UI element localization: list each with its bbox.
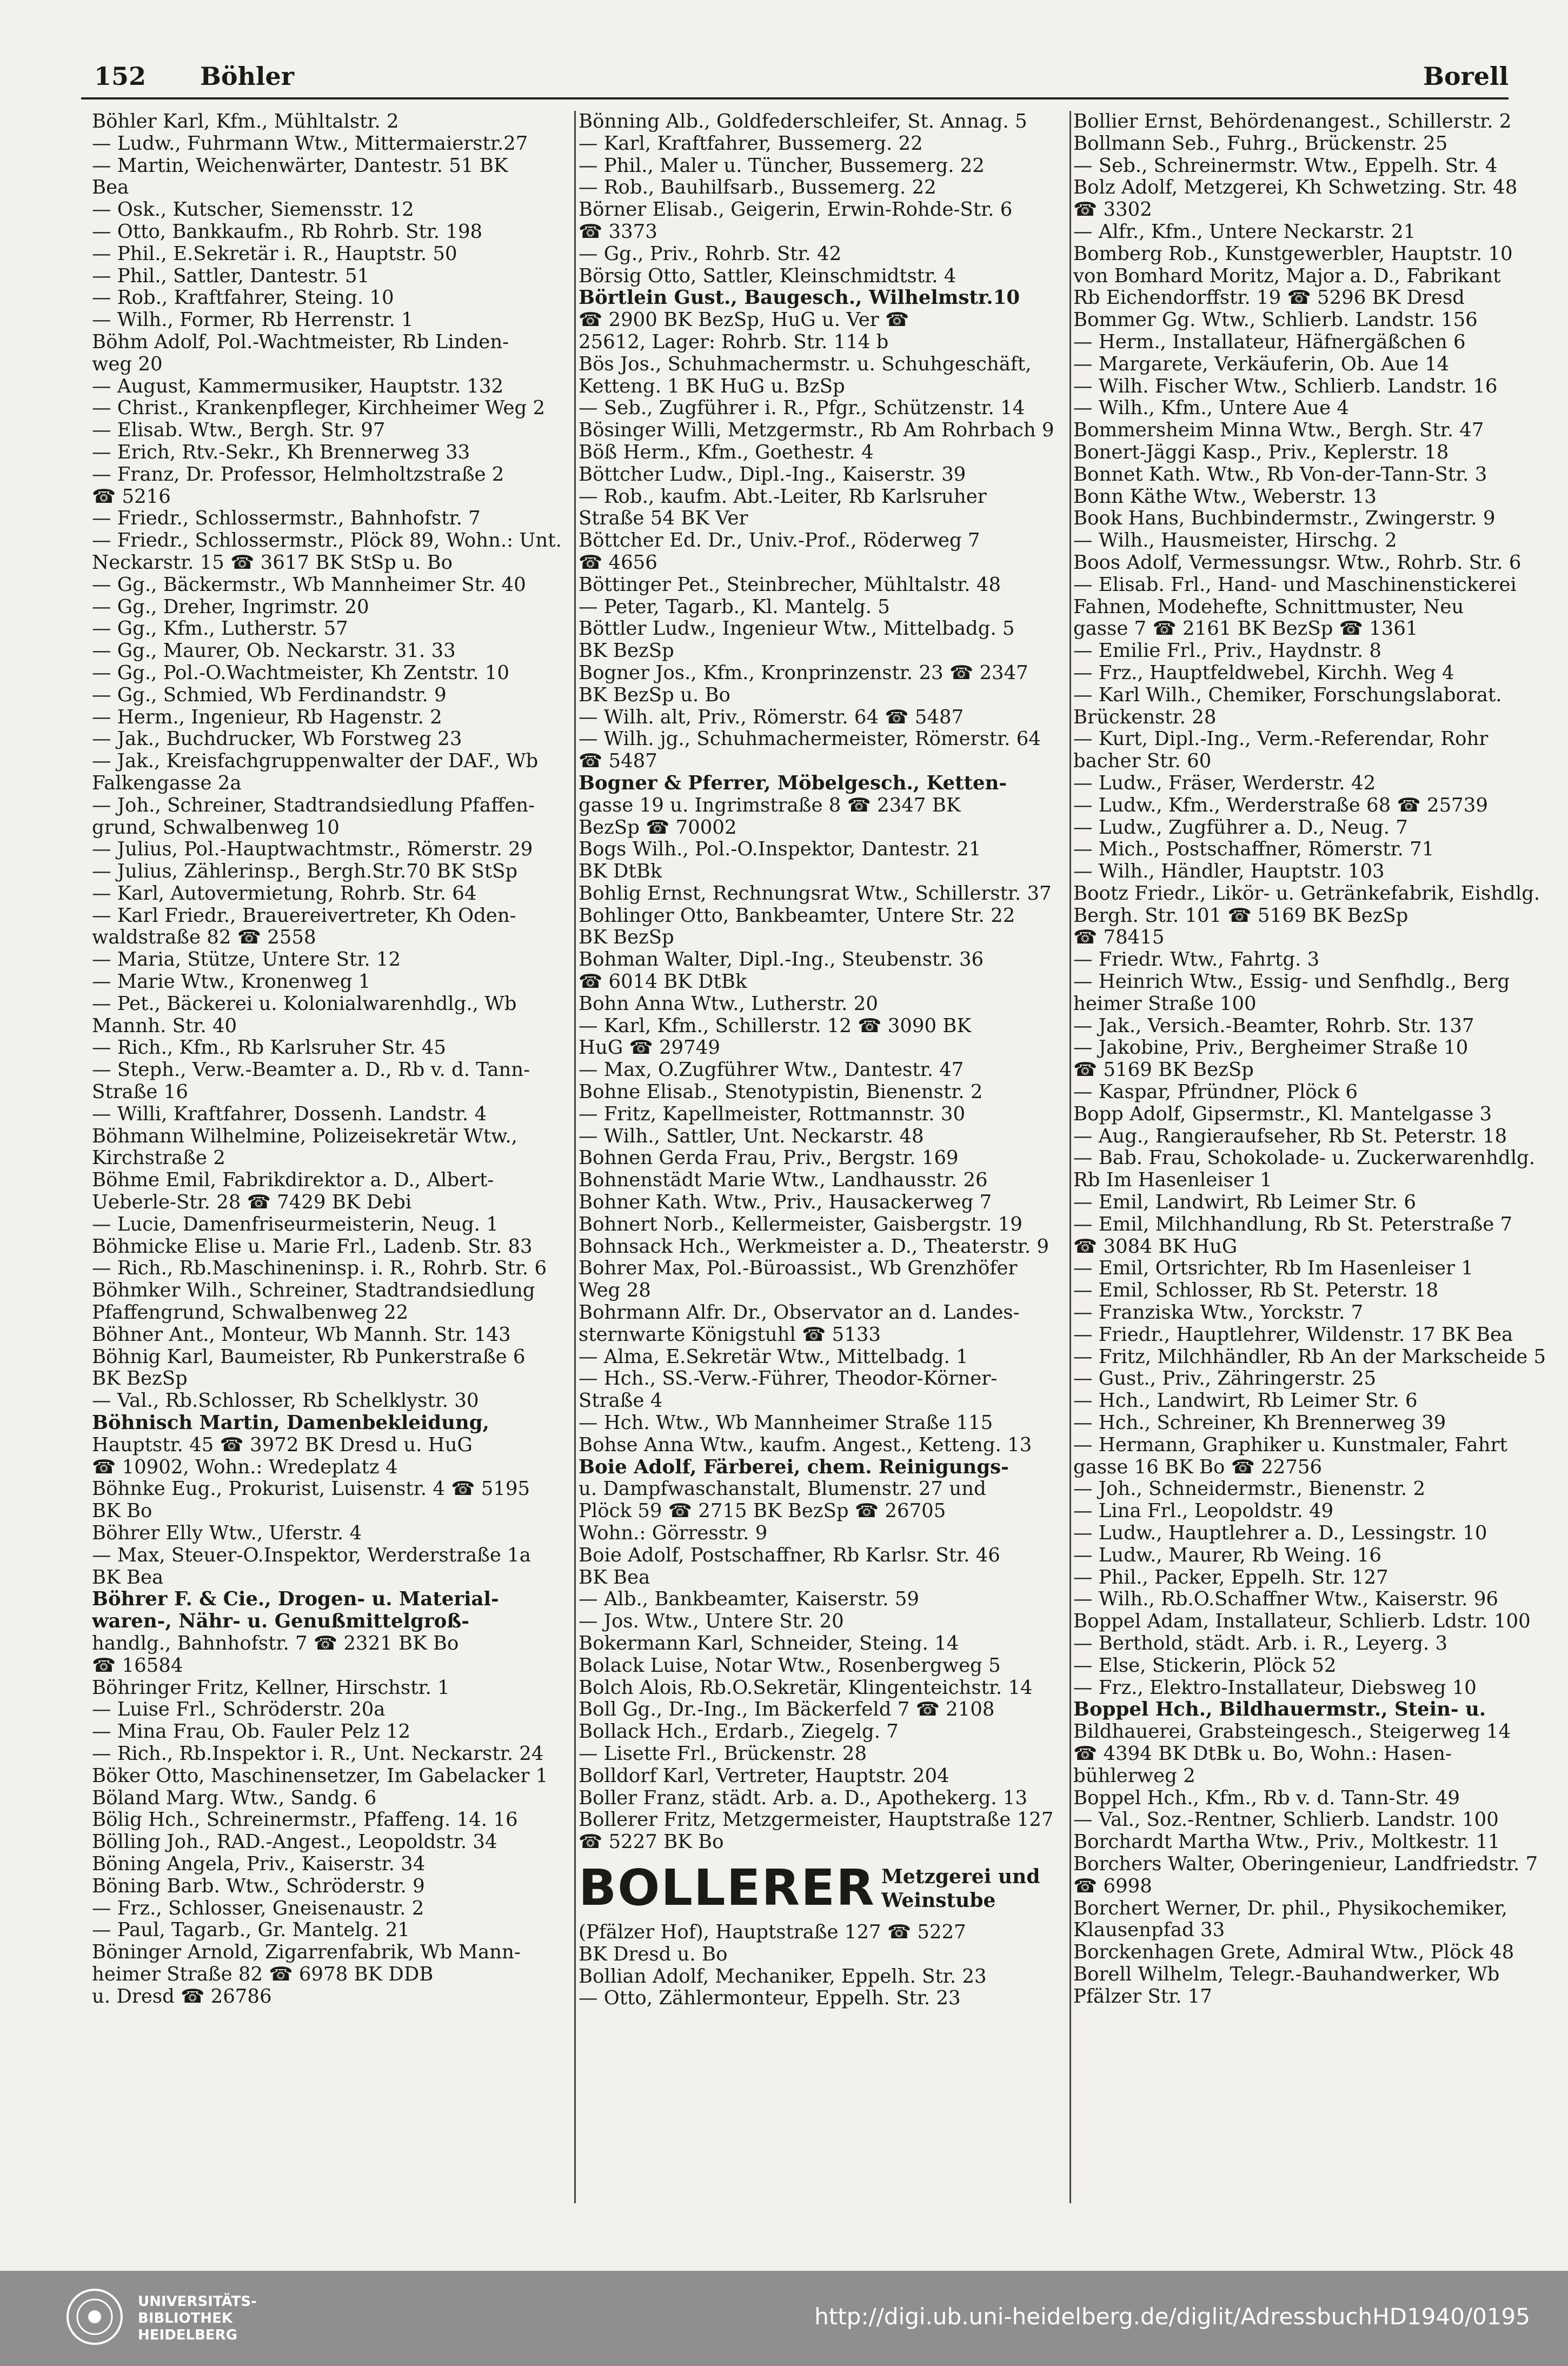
directory-entry: Boller Franz, städt. Arb. a. D., Apothekerg. 13 (579, 1787, 1028, 1809)
directory-entry: — Emilie Frl., Priv., Haydnstr. 8 (1073, 640, 1381, 662)
directory-entry: — Wilh., Former, Rb Herrenstr. 1 (92, 309, 414, 331)
directory-entry: Bolldorf Karl, Vertreter, Hauptstr. 204 (579, 1765, 949, 1787)
directory-entry: Bogner & Pferrer, Möbelgesch., Ketten- (579, 772, 1007, 794)
library-logo-icon (65, 2287, 124, 2347)
directory-entry: BK Dresd u. Bo (579, 1943, 728, 1965)
directory-entry: ☎ 5216 (92, 486, 171, 508)
page-number: 152 (94, 62, 147, 91)
directory-entry: — Rob., kaufm. Abt.-Leiter, Rb Karlsruher (579, 486, 987, 508)
directory-entry: BK BezSp (579, 640, 674, 662)
directory-entry: u. Dresd ☎ 26786 (92, 1985, 272, 2008)
directory-entry: — Lisette Frl., Brückenstr. 28 (579, 1743, 867, 1765)
directory-entry: — Max, Steuer-O.Inspektor, Werderstraße 1a (92, 1544, 531, 1566)
directory-entry: heimer Straße 100 (1073, 993, 1257, 1015)
directory-entry: — Seb., Schreinermstr. Wtw., Eppelh. Str. 4 (1073, 155, 1498, 177)
directory-entry: — Emil, Schlosser, Rb St. Peterstr. 18 (1073, 1280, 1439, 1302)
directory-entry: — Friedr., Hauptlehrer, Wildenstr. 17 BK Bea (1073, 1324, 1513, 1346)
directory-entry: Bollerer Fritz, Metzgermeister, Hauptstraße 127 (579, 1809, 1054, 1831)
directory-entry: — Wilh., Rb.O.Schaffner Wtw., Kaiserstr. 96 (1073, 1589, 1499, 1611)
directory-entry: Bohnsack Hch., Werkmeister a. D., Theaterstr. 9 (579, 1235, 1049, 1258)
directory-entry: Bergh. Str. 101 ☎ 5169 BK BezSp (1073, 905, 1408, 927)
directory-entry: Bohlig Ernst, Rechnungsrat Wtw., Schillerstr. 37 (579, 882, 1052, 905)
directory-entry: — Friedr., Schlossermstr., Bahnhofstr. 7 (92, 508, 481, 530)
directory-entry: BK DtBk (579, 861, 662, 883)
directory-entry: — Ludw., Zugführer a. D., Neug. 7 (1073, 816, 1408, 839)
directory-entry: Bohne Elisab., Stenotypistin, Bienenstr. 2 (579, 1081, 983, 1104)
directory-entry: — Franz, Dr. Professor, Helmholtzstraße 2 (92, 463, 504, 486)
directory-entry: ☎ 78415 (1073, 927, 1165, 949)
directory-entry: Bonert-Jäggi Kasp., Priv., Keplerstr. 18 (1073, 441, 1449, 463)
directory-entry: — Ludw., Hauptlehrer a. D., Lessingstr. 10 (1073, 1523, 1487, 1544)
directory-entry: Bollier Ernst, Behördenangest., Schillerstr. 2 (1073, 111, 1512, 132)
directory-entry: — Gg., Maurer, Ob. Neckarstr. 31. 33 (92, 640, 456, 662)
directory-entry: — Frz., Elektro-Installateur, Diebsweg 10 (1073, 1677, 1477, 1699)
column-rule (1069, 111, 1071, 2203)
directory-entry: — Fritz, Milchhändler, Rb An der Markscheide 5 (1073, 1346, 1546, 1368)
directory-entry: — Karl Wilh., Chemiker, Forschungslaborat. (1073, 684, 1502, 706)
directory-entry: Bildhauerei, Grabsteingesch., Steigerweg 14 (1073, 1721, 1511, 1743)
directory-entry: Bollian Adolf, Mechaniker, Eppelh. Str. 23 (579, 1965, 987, 1988)
directory-entry: Bohnen Gerda Frau, Priv., Bergstr. 169 (579, 1147, 959, 1169)
directory-entry: Böhnisch Martin, Damenbekleidung, (92, 1412, 489, 1434)
directory-entry: Ueberle-Str. 28 ☎ 7429 BK Debi (92, 1192, 412, 1214)
directory-entry: Neckarstr. 15 ☎ 3617 BK StSp u. Bo (92, 551, 453, 574)
directory-entry: — Martin, Weichenwärter, Dantestr. 51 BK (92, 155, 508, 177)
directory-entry: Straße 54 BK Ver (579, 508, 748, 530)
directory-entry: BezSp ☎ 70002 (579, 816, 737, 839)
directory-entry: — Heinrich Wtw., Essig- und Senfhdlg., Berg (1073, 971, 1510, 993)
directory-entry: Borckenhagen Grete, Admiral Wtw., Plöck 48 (1073, 1942, 1514, 1964)
directory-entry: sternwarte Königstuhl ☎ 5133 (579, 1324, 881, 1346)
directory-entry: Börtlein Gust., Baugesch., Wilhelmstr.10 (579, 287, 1020, 309)
directory-entry: — Kaspar, Pfründner, Plöck 6 (1073, 1081, 1358, 1104)
directory-entry: — Wilh., Hausmeister, Hirschg. 2 (1073, 530, 1397, 552)
directory-entry: Boie Adolf, Färberei, chem. Reinigungs- (579, 1456, 1009, 1478)
directory-entry: Bommer Gg. Wtw., Schlierb. Landstr. 156 (1073, 309, 1478, 331)
directory-entry: HuG ☎ 29749 (579, 1037, 720, 1059)
directory-entry: von Bomhard Moritz, Major a. D., Fabrikant (1073, 265, 1501, 287)
directory-entry: — Jak., Kreisfachgruppenwalter der DAF., Wb (92, 750, 539, 773)
directory-entry: — Mina Frau, Ob. Fauler Pelz 12 (92, 1721, 411, 1743)
directory-entry: BK BezSp (579, 927, 674, 949)
directory-entry: — Jak., Buchdrucker, Wb Forstweg 23 (92, 728, 462, 750)
directory-entry: Straße 4 (579, 1390, 663, 1412)
directory-entry: — Frz., Hauptfeldwebel, Kirchh. Weg 4 (1073, 662, 1454, 684)
directory-entry: Borchert Werner, Dr. phil., Physikochemiker, (1073, 1897, 1507, 1919)
directory-entry: — Gg., Bäckermstr., Wb Mannheimer Str. 40 (92, 574, 526, 596)
directory-entry: Weg 28 (579, 1280, 651, 1302)
directory-entry: Bohse Anna Wtw., kaufm. Angest., Ketteng. 13 (579, 1434, 1032, 1456)
directory-entry: Böhnke Eug., Prokurist, Luisenstr. 4 ☎ 5195 (92, 1478, 530, 1500)
directory-entry: Böhner Ant., Monteur, Wb Mannh. Str. 143 (92, 1324, 511, 1346)
directory-entry: ☎ 2900 BK BezSp, HuG u. Ver ☎ (579, 309, 909, 331)
directory-entry: — Alma, E.Sekretär Wtw., Mittelbadg. 1 (579, 1346, 968, 1368)
directory-entry: Ketteng. 1 BK HuG u. BzSp (579, 375, 845, 397)
directory-entry: — Wilh. jg., Schuhmachermeister, Römerstr. 64 (579, 728, 1041, 750)
directory-entry: — Joh., Schreiner, Stadtrandsiedlung Pfaffen- (92, 794, 535, 816)
directory-entry: ☎ 6014 BK DtBk (579, 971, 747, 993)
directory-entry: Böhmann Wilhelmine, Polizeisekretär Wtw., (92, 1125, 517, 1147)
bollerer-advertisement (579, 1858, 1068, 1918)
directory-entry: Böhmker Wilh., Schreiner, Stadtrandsiedlung (92, 1280, 535, 1302)
directory-entry: Bopp Adolf, Gipsermstr., Kl. Mantelgasse 3 (1073, 1103, 1492, 1125)
column-2 (579, 111, 1068, 2203)
directory-entry: BK Bea (579, 1566, 650, 1589)
ad-brand-name: BOLLERER (579, 1858, 875, 1917)
directory-entry: Book Hans, Buchbindermstr., Zwingerstr. 9 (1073, 508, 1496, 530)
directory-entry: — Christ., Krankenpfleger, Kirchheimer Weg 2 (92, 397, 546, 420)
directory-entry: — Hch., Landwirt, Rb Leimer Str. 6 (1073, 1390, 1418, 1412)
directory-entry: Bolz Adolf, Metzgerei, Kh Schwetzing. Str. 48 (1073, 177, 1518, 199)
directory-entry: Bohlinger Otto, Bankbeamter, Untere Str. 22 (579, 905, 1015, 927)
directory-entry: Bohrer Max, Pol.-Büroassist., Wb Grenzhöfer (579, 1258, 1018, 1280)
column-rule (574, 111, 576, 2203)
directory-entry: — Karl, Kraftfahrer, Bussemerg. 22 (579, 132, 923, 155)
column-1 (92, 111, 573, 2203)
directory-entry: — Lina Frl., Leopoldstr. 49 (1073, 1500, 1334, 1523)
directory-entry: — Wilh., Kfm., Untere Aue 4 (1073, 397, 1349, 420)
directory-entry: — Ludw., Kfm., Werderstraße 68 ☎ 25739 (1073, 794, 1488, 816)
right-keyword: Borell (1423, 62, 1509, 91)
source-url[interactable]: http://digi.ub.uni-heidelberg.de/diglit/AdressbuchHD1940/0195 (814, 2303, 1530, 2330)
directory-entry: — Val., Rb.Schlosser, Rb Schelklystr. 30 (92, 1390, 479, 1412)
directory-entry: gasse 16 BK Bo ☎ 22756 (1073, 1456, 1323, 1478)
directory-entry: gasse 7 ☎ 2161 BK BezSp ☎ 1361 (1073, 618, 1418, 640)
directory-entry: handlg., Bahnhofstr. 7 ☎ 2321 BK Bo (92, 1632, 459, 1654)
directory-entry: ☎ 16584 (92, 1654, 183, 1677)
directory-entry: — Rich., Kfm., Rb Karlsruher Str. 45 (92, 1037, 446, 1059)
directory-entry: — Joh., Schneidermstr., Bienenstr. 2 (1073, 1478, 1426, 1500)
directory-entry: — Ludw., Maurer, Rb Weing. 16 (1073, 1544, 1381, 1566)
directory-entry: 25612, Lager: Rohrb. Str. 114 b (579, 331, 889, 353)
directory-entry: Boie Adolf, Postschaffner, Rb Karlsr. Str. 46 (579, 1544, 1000, 1566)
directory-entry: — Karl, Autovermietung, Rohrb. Str. 64 (92, 882, 477, 905)
directory-entry: — Phil., Packer, Eppelh. Str. 127 (1073, 1566, 1388, 1589)
directory-entry: — Gg., Pol.-O.Wachtmeister, Kh Zentstr. 10 (92, 662, 509, 684)
directory-entry: Böhrer F. & Cie., Drogen- u. Material- (92, 1589, 499, 1611)
directory-entry: ☎ 4394 BK DtBk u. Bo, Wohn.: Hasen- (1073, 1743, 1452, 1765)
directory-entry: Bokermann Karl, Schneider, Steing. 14 (579, 1632, 959, 1654)
directory-entry: Bonnet Kath. Wtw., Rb Von-der-Tann-Str. 3 (1073, 463, 1487, 486)
directory-entry: Bonn Käthe Wtw., Weberstr. 13 (1073, 486, 1377, 508)
library-name: UNIVERSITÄTS- BIBLIOTHEK HEIDELBERG (138, 2294, 257, 2343)
directory-entry: — Hch., SS.-Verw.-Führer, Theodor-Körner- (579, 1368, 998, 1390)
directory-entry: — Rich., Rb.Maschineninsp. i. R., Rohrb. Str. 6 (92, 1258, 547, 1280)
directory-entry: — Wilh., Sattler, Unt. Neckarstr. 48 (579, 1125, 924, 1147)
directory-entry: — Hch. Wtw., Wb Mannheimer Straße 115 (579, 1412, 993, 1434)
directory-entry: — Peter, Tagarb., Kl. Mantelg. 5 (579, 596, 890, 618)
running-header (81, 54, 1509, 99)
directory-entry: Boppel Hch., Kfm., Rb v. d. Tann-Str. 49 (1073, 1787, 1460, 1809)
directory-entry: Böning Angela, Priv., Kaiserstr. 34 (92, 1853, 426, 1875)
directory-entry: Böhnig Karl, Baumeister, Rb Punkerstraße 6 (92, 1346, 526, 1368)
directory-entry: Börner Elisab., Geigerin, Erwin-Rohde-Str. 6 (579, 199, 1013, 221)
directory-entry: — Gg., Dreher, Ingrimstr. 20 (92, 596, 369, 618)
directory-entry: — Karl, Kfm., Schillerstr. 12 ☎ 3090 BK (579, 1015, 971, 1037)
directory-entry: — Hch., Schreiner, Kh Brennerweg 39 (1073, 1412, 1446, 1434)
directory-entry: — Gg., Schmied, Wb Ferdinandstr. 9 (92, 684, 447, 706)
directory-entry: Bolch Alois, Rb.O.Sekretär, Klingenteichstr. 14 (579, 1677, 1033, 1699)
directory-entry: (Pfälzer Hof), Hauptstraße 127 ☎ 5227 (579, 1921, 966, 1943)
directory-entry: Böttcher Ed. Dr., Univ.-Prof., Röderweg 7 (579, 530, 980, 552)
directory-entry: — Franziska Wtw., Yorckstr. 7 (1073, 1302, 1364, 1324)
directory-entry: Bollack Hch., Erdarb., Ziegelg. 7 (579, 1721, 899, 1743)
column-3 (1073, 111, 1563, 2203)
directory-entry: ☎ 6998 (1073, 1875, 1152, 1897)
directory-entry: — Jakobine, Priv., Bergheimer Straße 10 (1073, 1037, 1469, 1059)
directory-entry: Falkengasse 2a (92, 772, 242, 794)
directory-entry: ☎ 3373 (579, 221, 657, 243)
directory-entry: Hauptstr. 45 ☎ 3972 BK Dresd u. HuG (92, 1434, 473, 1456)
directory-entry: — Friedr., Schlossermstr., Plöck 89, Wohn.: Unt. (92, 530, 562, 552)
directory-entry: Bogner Jos., Kfm., Kronprinzenstr. 23 ☎ 2347 (579, 662, 1028, 684)
directory-entry: waldstraße 82 ☎ 2558 (92, 927, 316, 949)
directory-entry: Pfaffengrund, Schwalbenweg 22 (92, 1302, 409, 1324)
directory-entry: — Rich., Rb.Inspektor i. R., Unt. Neckarstr. 24 (92, 1743, 544, 1765)
directory-entry: — Max, O.Zugführer Wtw., Dantestr. 47 (579, 1059, 964, 1081)
directory-entry: — Else, Stickerin, Plöck 52 (1073, 1654, 1337, 1677)
directory-entry: ☎ 5227 BK Bo (579, 1831, 724, 1853)
directory-entry: — Lucie, Damenfriseurmeisterin, Neug. 1 (92, 1213, 499, 1235)
directory-entry: Plöck 59 ☎ 2715 BK BezSp ☎ 26705 (579, 1500, 946, 1523)
directory-entry: Böhmicke Elise u. Marie Frl., Ladenb. Str. 83 (92, 1235, 533, 1258)
directory-entry: — Aug., Rangieraufseher, Rb St. Peterstr. 18 (1073, 1125, 1507, 1147)
directory-entry: — Phil., E.Sekretär i. R., Hauptstr. 50 (92, 243, 457, 265)
directory-entry: Böhrer Elly Wtw., Uferstr. 4 (92, 1523, 362, 1544)
directory-entry: — Otto, Bankkaufm., Rb Rohrb. Str. 198 (92, 221, 483, 243)
directory-entry: — Rob., Kraftfahrer, Steing. 10 (92, 287, 394, 309)
directory-entry: — Jos. Wtw., Untere Str. 20 (579, 1611, 844, 1633)
directory-entry: — Margarete, Verkäuferin, Ob. Aue 14 (1073, 353, 1450, 375)
directory-entry: Böland Marg. Wtw., Sandg. 6 (92, 1787, 377, 1809)
directory-entry: — Julius, Zählerinsp., Bergh.Str.70 BK StSp (92, 861, 518, 883)
directory-entry: Bönning Alb., Goldfederschleifer, St. Annag. 5 (579, 111, 1027, 132)
directory-entry: — Gust., Priv., Zähringerstr. 25 (1073, 1368, 1377, 1390)
directory-entry: — August, Kammermusiker, Hauptstr. 132 (92, 375, 504, 397)
directory-entry: — Otto, Zählermonteur, Eppelh. Str. 23 (579, 1988, 961, 2010)
directory-entry: Bommersheim Minna Wtw., Bergh. Str. 47 (1073, 420, 1484, 442)
directory-entry: Brückenstr. 28 (1073, 706, 1217, 728)
directory-entry: Böß Herm., Kfm., Goethestr. 4 (579, 441, 874, 463)
directory-entry: Bohrmann Alfr. Dr., Observator an d. Landes- (579, 1302, 1020, 1324)
directory-entry: — Phil., Sattler, Dantestr. 51 (92, 265, 370, 287)
ad-tagline: Metzgerei und (881, 1865, 1040, 1888)
directory-entry: Rb Im Hasenleiser 1 (1073, 1169, 1272, 1192)
left-keyword: Böhler (200, 62, 294, 91)
directory-entry: — Wilh. alt, Priv., Römerstr. 64 ☎ 5487 (579, 706, 964, 728)
directory-entry: Böhme Emil, Fabrikdirektor a. D., Albert- (92, 1169, 494, 1192)
directory-entry: — Emil, Landwirt, Rb Leimer Str. 6 (1073, 1192, 1416, 1214)
directory-entry: — Jak., Versich.-Beamter, Rohrb. Str. 137 (1073, 1015, 1474, 1037)
directory-entry: — Alb., Bankbeamter, Kaiserstr. 59 (579, 1589, 919, 1611)
directory-entry: — Maria, Stütze, Untere Str. 12 (92, 949, 401, 971)
directory-entry: u. Dampfwaschanstalt, Blumenstr. 27 und (579, 1478, 986, 1500)
directory-entry: Böttcher Ludw., Dipl.-Ing., Kaiserstr. 39 (579, 463, 966, 486)
directory-entry: Böhringer Fritz, Kellner, Hirschstr. 1 (92, 1677, 450, 1699)
directory-entry: — Ludw., Fuhrmann Wtw., Mittermaierstr.27 (92, 132, 528, 155)
directory-entry: ☎ 10902, Wohn.: Wredeplatz 4 (92, 1456, 398, 1478)
directory-entry: — Paul, Tagarb., Gr. Mantelg. 21 (92, 1919, 410, 1942)
directory-entry: Borchers Walter, Oberingenieur, Landfriedstr. 7 (1073, 1853, 1538, 1875)
directory-entry: Böker Otto, Maschinensetzer, Im Gabelacker 1 (92, 1765, 548, 1787)
directory-entry: Bösinger Willi, Metzgermstr., Rb Am Rohrbach 9 (579, 420, 1054, 442)
directory-entry: — Alfr., Kfm., Untere Neckarstr. 21 (1073, 221, 1416, 243)
directory-entry: BK BezSp (92, 1368, 188, 1390)
directory-entry: — Gg., Kfm., Lutherstr. 57 (92, 618, 348, 640)
directory-entry: Böttler Ludw., Ingenieur Wtw., Mittelbadg. 5 (579, 618, 1015, 640)
directory-entry: Straße 16 (92, 1081, 188, 1104)
directory-entry: — Mich., Postschaffner, Römerstr. 71 (1073, 839, 1434, 861)
directory-entry: Bös Jos., Schuhmachermstr. u. Schuhgeschäft, (579, 353, 1032, 375)
directory-entry: — Karl Friedr., Brauereivertreter, Kh Oden- (92, 905, 516, 927)
directory-entry: Bollmann Seb., Fuhrg., Brückenstr. 25 (1073, 132, 1448, 155)
directory-entry: Bölig Hch., Schreinermstr., Pfaffeng. 14. 16 (92, 1809, 518, 1831)
directory-entry: Bea (92, 177, 129, 199)
directory-entry: — Emil, Ortsrichter, Rb Im Hasenleiser 1 (1073, 1258, 1473, 1280)
directory-entry: Böhm Adolf, Pol.-Wachtmeister, Rb Linden- (92, 331, 509, 353)
directory-entry: — Osk., Kutscher, Siemensstr. 12 (92, 199, 414, 221)
directory-entry: Bootz Friedr., Likör- u. Getränkefabrik, Eishdlg. (1073, 882, 1540, 905)
directory-entry: Bohman Walter, Dipl.-Ing., Steubenstr. 36 (579, 949, 984, 971)
directory-entry: bacher Str. 60 (1073, 750, 1212, 773)
directory-entry: — Hermann, Graphiker u. Kunstmaler, Fahrt (1073, 1434, 1507, 1456)
directory-entry: Wohn.: Görresstr. 9 (579, 1523, 768, 1544)
library-footer (0, 2271, 1568, 2366)
directory-entry: — Rob., Bauhilfsarb., Bussemerg. 22 (579, 177, 936, 199)
directory-entry: — Emil, Milchhandlung, Rb St. Peterstraße 7 (1073, 1213, 1513, 1235)
directory-entry: Klausenpfad 33 (1073, 1919, 1225, 1942)
directory-entry: — Pet., Bäckerei u. Kolonialwarenhdlg., Wb (92, 993, 517, 1015)
directory-entry: — Herm., Installateur, Häfnergäßchen 6 (1073, 331, 1466, 353)
directory-entry: Mannh. Str. 40 (92, 1015, 237, 1037)
directory-entry: Boll Gg., Dr.-Ing., Im Bäckerfeld 7 ☎ 2108 (579, 1699, 995, 1721)
directory-entry: Borchardt Martha Wtw., Priv., Moltkestr. 11 (1073, 1831, 1500, 1853)
directory-entry: Böninger Arnold, Zigarrenfabrik, Wb Mann- (92, 1942, 521, 1964)
directory-entry: Rb Eichendorffstr. 19 ☎ 5296 BK Dresd (1073, 287, 1465, 309)
directory-entry: — Phil., Maler u. Tüncher, Bussemerg. 22 (579, 155, 985, 177)
directory-entry: grund, Schwalbenweg 10 (92, 816, 340, 839)
directory-entry: Bölling Joh., RAD.-Angest., Leopoldstr. 34 (92, 1831, 497, 1853)
directory-entry: ☎ 3302 (1073, 199, 1152, 221)
directory-entry: waren-, Nähr- u. Genußmittelgroß- (92, 1611, 470, 1633)
directory-entry: — Erich, Rtv.-Sekr., Kh Brennerweg 33 (92, 441, 470, 463)
directory-entry: Boppel Hch., Bildhauermstr., Stein- u. (1073, 1699, 1486, 1721)
directory-entry: — Seb., Zugführer i. R., Pfgr., Schützenstr. 14 (579, 397, 1025, 420)
directory-entry: — Elisab. Frl., Hand- und Maschinenstickerei (1073, 574, 1517, 596)
directory-entry: — Frz., Schlosser, Gneisenaustr. 2 (92, 1897, 424, 1919)
directory-entry: ☎ 3084 BK HuG (1073, 1235, 1238, 1258)
directory-entry: — Friedr. Wtw., Fahrtg. 3 (1073, 949, 1320, 971)
directory-entry: Bohner Kath. Wtw., Priv., Hausackerweg 7 (579, 1192, 992, 1214)
directory-entry: Börsig Otto, Sattler, Kleinschmidtstr. 4 (579, 265, 956, 287)
directory-entry: — Marie Wtw., Kronenweg 1 (92, 971, 371, 993)
directory-entry: — Val., Soz.-Rentner, Schlierb. Landstr. 100 (1073, 1809, 1499, 1831)
ad-tagline: Weinstube (881, 1889, 996, 1912)
directory-entry: — Wilh., Händler, Hauptstr. 103 (1073, 861, 1385, 883)
directory-entry: — Julius, Pol.-Hauptwachtmstr., Römerstr. 29 (92, 839, 533, 861)
directory-entry: — Herm., Ingenieur, Rb Hagenstr. 2 (92, 706, 442, 728)
directory-entry: — Steph., Verw.-Beamter a. D., Rb v. d. Tann- (92, 1059, 530, 1081)
directory-entry: — Gg., Priv., Rohrb. Str. 42 (579, 243, 842, 265)
directory-entry: Borell Wilhelm, Telegr.-Bauhandwerker, Wb (1073, 1963, 1500, 1985)
directory-entry: Pfälzer Str. 17 (1073, 1985, 1212, 2008)
directory-entry: bühlerweg 2 (1073, 1765, 1195, 1787)
directory-entry: — Kurt, Dipl.-Ing., Verm.-Referendar, Rohr (1073, 728, 1489, 750)
directory-entry: gasse 19 u. Ingrimstraße 8 ☎ 2347 BK (579, 794, 961, 816)
directory-entry: ☎ 5487 (579, 750, 657, 773)
directory-entry: Bohnert Norb., Kellermeister, Gaisbergstr. 19 (579, 1213, 1022, 1235)
directory-entry: Bohnenstädt Marie Wtw., Landhausstr. 26 (579, 1169, 988, 1192)
directory-entry: — Luise Frl., Schröderstr. 20a (92, 1699, 386, 1721)
directory-entry: ☎ 4656 (579, 551, 657, 574)
directory-entry: Böning Barb. Wtw., Schröderstr. 9 (92, 1875, 425, 1897)
directory-entry: — Ludw., Fräser, Werderstr. 42 (1073, 772, 1376, 794)
directory-entry: BK Bo (92, 1500, 152, 1523)
directory-entry: Fahnen, Modehefte, Schnittmuster, Neu (1073, 596, 1464, 618)
directory-entry: ☎ 5169 BK BezSp (1073, 1059, 1254, 1081)
directory-entry: — Berthold, städt. Arb. i. R., Leyerg. 3 (1073, 1632, 1448, 1654)
directory-entry: — Bab. Frau, Schokolade- u. Zuckerwarenhdlg. (1073, 1147, 1536, 1169)
directory-entry: Bogs Wilh., Pol.-O.Inspektor, Dantestr. 21 (579, 839, 981, 861)
directory-entry: Boos Adolf, Vermessungsr. Wtw., Rohrb. Str. 6 (1073, 551, 1522, 574)
directory-entry: Bomberg Rob., Kunstgewerbler, Hauptstr. 10 (1073, 243, 1513, 265)
directory-entry: Kirchstraße 2 (92, 1147, 225, 1169)
directory-entry: — Wilh. Fischer Wtw., Schlierb. Landstr. 16 (1073, 375, 1498, 397)
directory-entry: Böhler Karl, Kfm., Mühltalstr. 2 (92, 111, 399, 132)
directory-entry: weg 20 (92, 353, 163, 375)
directory-entry: Boppel Adam, Installateur, Schlierb. Ldstr. 100 (1073, 1611, 1531, 1633)
directory-entry: Bohn Anna Wtw., Lutherstr. 20 (579, 993, 878, 1015)
directory-entry: Böttinger Pet., Steinbrecher, Mühltalstr. 48 (579, 574, 1001, 596)
directory-entry: — Fritz, Kapellmeister, Rottmannstr. 30 (579, 1103, 966, 1125)
directory-entry: BK BezSp u. Bo (579, 684, 730, 706)
directory-entry: — Elisab. Wtw., Bergh. Str. 97 (92, 420, 386, 442)
directory-entry: Bolack Luise, Notar Wtw., Rosenbergweg 5 (579, 1654, 1001, 1677)
directory-entry: heimer Straße 82 ☎ 6978 BK DDB (92, 1963, 434, 1985)
directory-entry: — Willi, Kraftfahrer, Dossenh. Landstr. 4 (92, 1103, 487, 1125)
directory-entry: BK Bea (92, 1566, 164, 1589)
